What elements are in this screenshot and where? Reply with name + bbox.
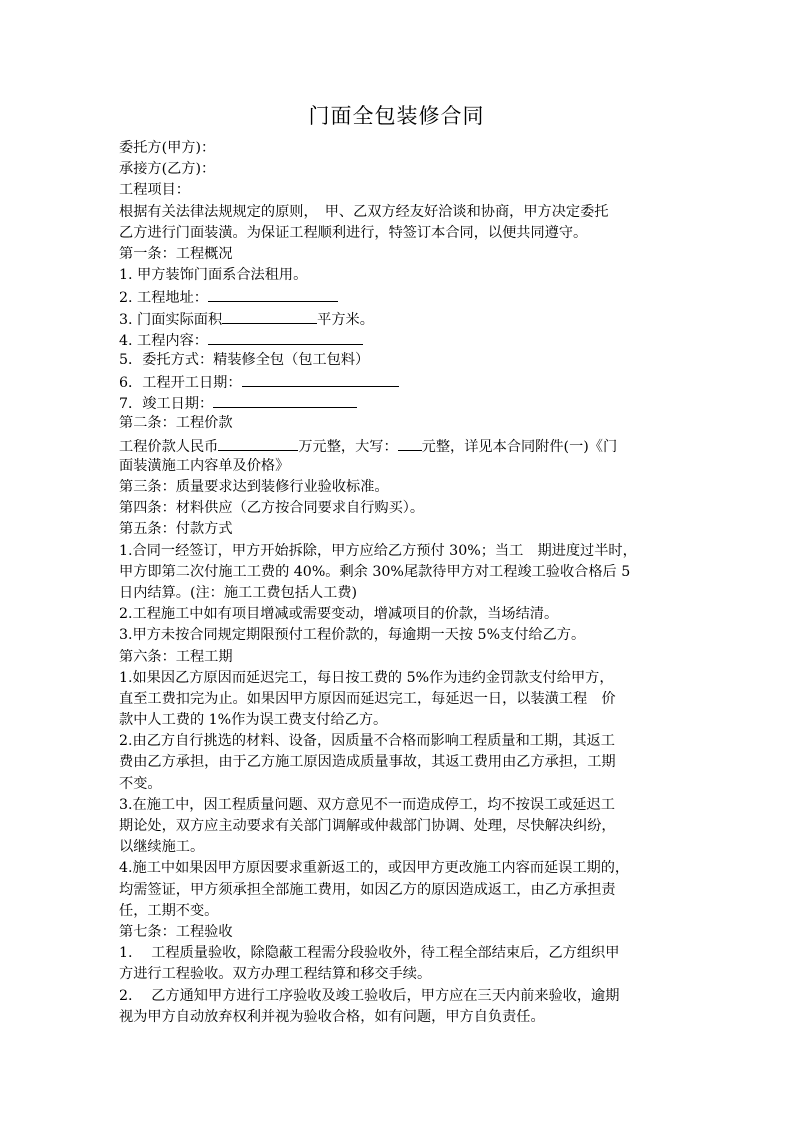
area-blank[interactable] xyxy=(222,308,317,324)
document-title: 门面全包装修合同 xyxy=(308,104,485,128)
article-5-heading: 第五条：付款方式 xyxy=(119,521,233,538)
article-6-item-2-line-1: 2.由乙方自行挑选的材料、设备，因质量不合格而影响工程质量和工期，其返工 xyxy=(119,733,615,750)
article-6-heading: 第六条：工程工期 xyxy=(119,648,233,665)
article-1-item-4 xyxy=(119,329,675,350)
article-2-heading: 第二条：工程价款 xyxy=(119,415,233,432)
start-date-blank[interactable] xyxy=(242,371,399,387)
article-4: 第四条：材料供应（乙方按合同要求自行购买）。 xyxy=(119,500,425,517)
price-unit-text: 万元整，大写： xyxy=(298,438,398,455)
article-5-item-1-line-1: 1.合同一经签订，甲方开始拆除，甲方应给乙方预付 30%；当工 期进度过半时， xyxy=(119,542,637,559)
project-line: 工程项目： xyxy=(119,182,190,199)
article-6-item-1-line-3: 款中人工费的 1%作为误工费支付给乙方。 xyxy=(119,712,388,729)
article-7-item-2-line-2: 视为甲方自动放弃权利并视为验收合格，如有问题，甲方自负责任。 xyxy=(119,1008,545,1025)
price-uppercase-blank[interactable] xyxy=(398,435,422,451)
completion-date-label: 7．竣工日期： xyxy=(119,396,214,413)
article-6-item-1-line-2: 直至工费扣完为止。如果因甲方原因而延迟完工，每延迟一日，以装潢工程 价 xyxy=(119,690,616,707)
project-content-blank[interactable] xyxy=(208,329,363,345)
article-6-item-2-line-3: 不变。 xyxy=(119,775,162,792)
document-body xyxy=(119,138,675,1028)
article-3: 第三条：质量要求达到装修行业验收标准。 xyxy=(119,479,389,495)
preamble-line-2: 乙方进行门面装潢。为保证工程顺利进行，特签订本合同，以便共同遵守。 xyxy=(119,224,588,241)
price-label: 工程价款人民币 xyxy=(119,438,219,455)
article-1-item-1: 1. 甲方装饰门面系合法租用。 xyxy=(119,267,308,284)
article-1-item-2 xyxy=(119,286,675,307)
article-5-item-1-line-3: 日内结算。(注：施工工费包括人工费) xyxy=(119,584,358,601)
article-6-item-4-line-2: 均需签证，甲方须承担全部施工费用，如因乙方的原因造成返工，由乙方承担责 xyxy=(119,881,616,898)
article-6-item-4-line-3: 任，工期不变。 xyxy=(119,902,219,919)
article-7-item-1-line-2: 方进行工程验收。双方办理工程结算和移交手续。 xyxy=(119,966,432,983)
article-1-heading: 第一条：工程概况 xyxy=(119,245,233,262)
article-6-item-2-line-2: 费由乙方承担，由于乙方施工原因造成质量事故，其返工费用由乙方承担，工期 xyxy=(119,754,616,771)
area-label: 3. 门面实际面积 xyxy=(119,311,223,328)
start-date-label: 6．工程开工日期： xyxy=(119,375,242,392)
article-2-price-line-2: 面装潢施工内容单及价格》 xyxy=(119,457,290,474)
article-7-item-1-line-1: 1. 工程质量验收，除隐蔽工程需分段验收外，待工程全部结束后，乙方组织甲 xyxy=(119,945,620,962)
article-6-item-3-line-2: 期论处，双方应主动要求有关部门调解或仲裁部门协调、处理，尽快解决纠纷， xyxy=(119,818,616,834)
project-content-label: 4. 工程内容： xyxy=(119,332,208,349)
completion-date-blank[interactable] xyxy=(213,392,357,408)
article-6-item-4-line-1: 4.施工中如果因甲方原因要求重新返工的，或因甲方更改施工内容而延误工期的， xyxy=(119,860,630,877)
party-a-line: 委托方(甲方)： xyxy=(119,140,216,156)
project-address-label: 2. 工程地址： xyxy=(119,290,208,307)
article-1-item-6 xyxy=(119,371,675,392)
article-1-item-7 xyxy=(119,392,675,413)
article-6-item-3-line-3: 以继续施工。 xyxy=(119,839,205,856)
article-2-price-line xyxy=(119,435,675,456)
party-b-line: 承接方(乙方)： xyxy=(119,161,216,178)
article-6-item-3-line-1: 3.在施工中，因工程质量问题、双方意见不一而造成停工，均不按误工或延迟工 xyxy=(119,796,615,813)
article-5-item-2: 2.工程施工中如有项目增减或需要变动，增减项目的价款，当场结清。 xyxy=(119,606,559,623)
project-address-blank[interactable] xyxy=(208,286,338,302)
price-tail-text: 元整，详见本合同附件(一)《门 xyxy=(421,438,618,455)
article-7-item-2-line-1: 2. 乙方通知甲方进行工序验收及竣工验收后，甲方应在三天内前来验收，逾期 xyxy=(119,987,620,1004)
article-5-item-1-line-2: 甲方即第二次付施工工费的 40%。剩余 30%尾款待甲方对工程竣工验收合格后 5 xyxy=(119,563,631,580)
price-amount-blank[interactable] xyxy=(218,435,298,451)
article-1-item-3 xyxy=(119,308,675,329)
article-7-heading: 第七条：工程验收 xyxy=(119,923,233,940)
article-6-item-1-line-1: 1.如果因乙方原因而延迟完工，每日按工费的 5%作为违约金罚款支付给甲方， xyxy=(119,669,614,686)
article-1-item-5: 5．委托方式：精装修全包（包工包料） xyxy=(119,351,370,368)
article-5-item-3: 3.甲方未按合同规定期限预付工程价款的，每逾期一天按 5%支付给乙方。 xyxy=(119,627,586,644)
area-unit: 平方米。 xyxy=(317,311,374,328)
preamble-line-1: 根据有关法律法规规定的原则， 甲、乙双方经友好洽谈和协商，甲方决定委托 xyxy=(119,203,609,220)
